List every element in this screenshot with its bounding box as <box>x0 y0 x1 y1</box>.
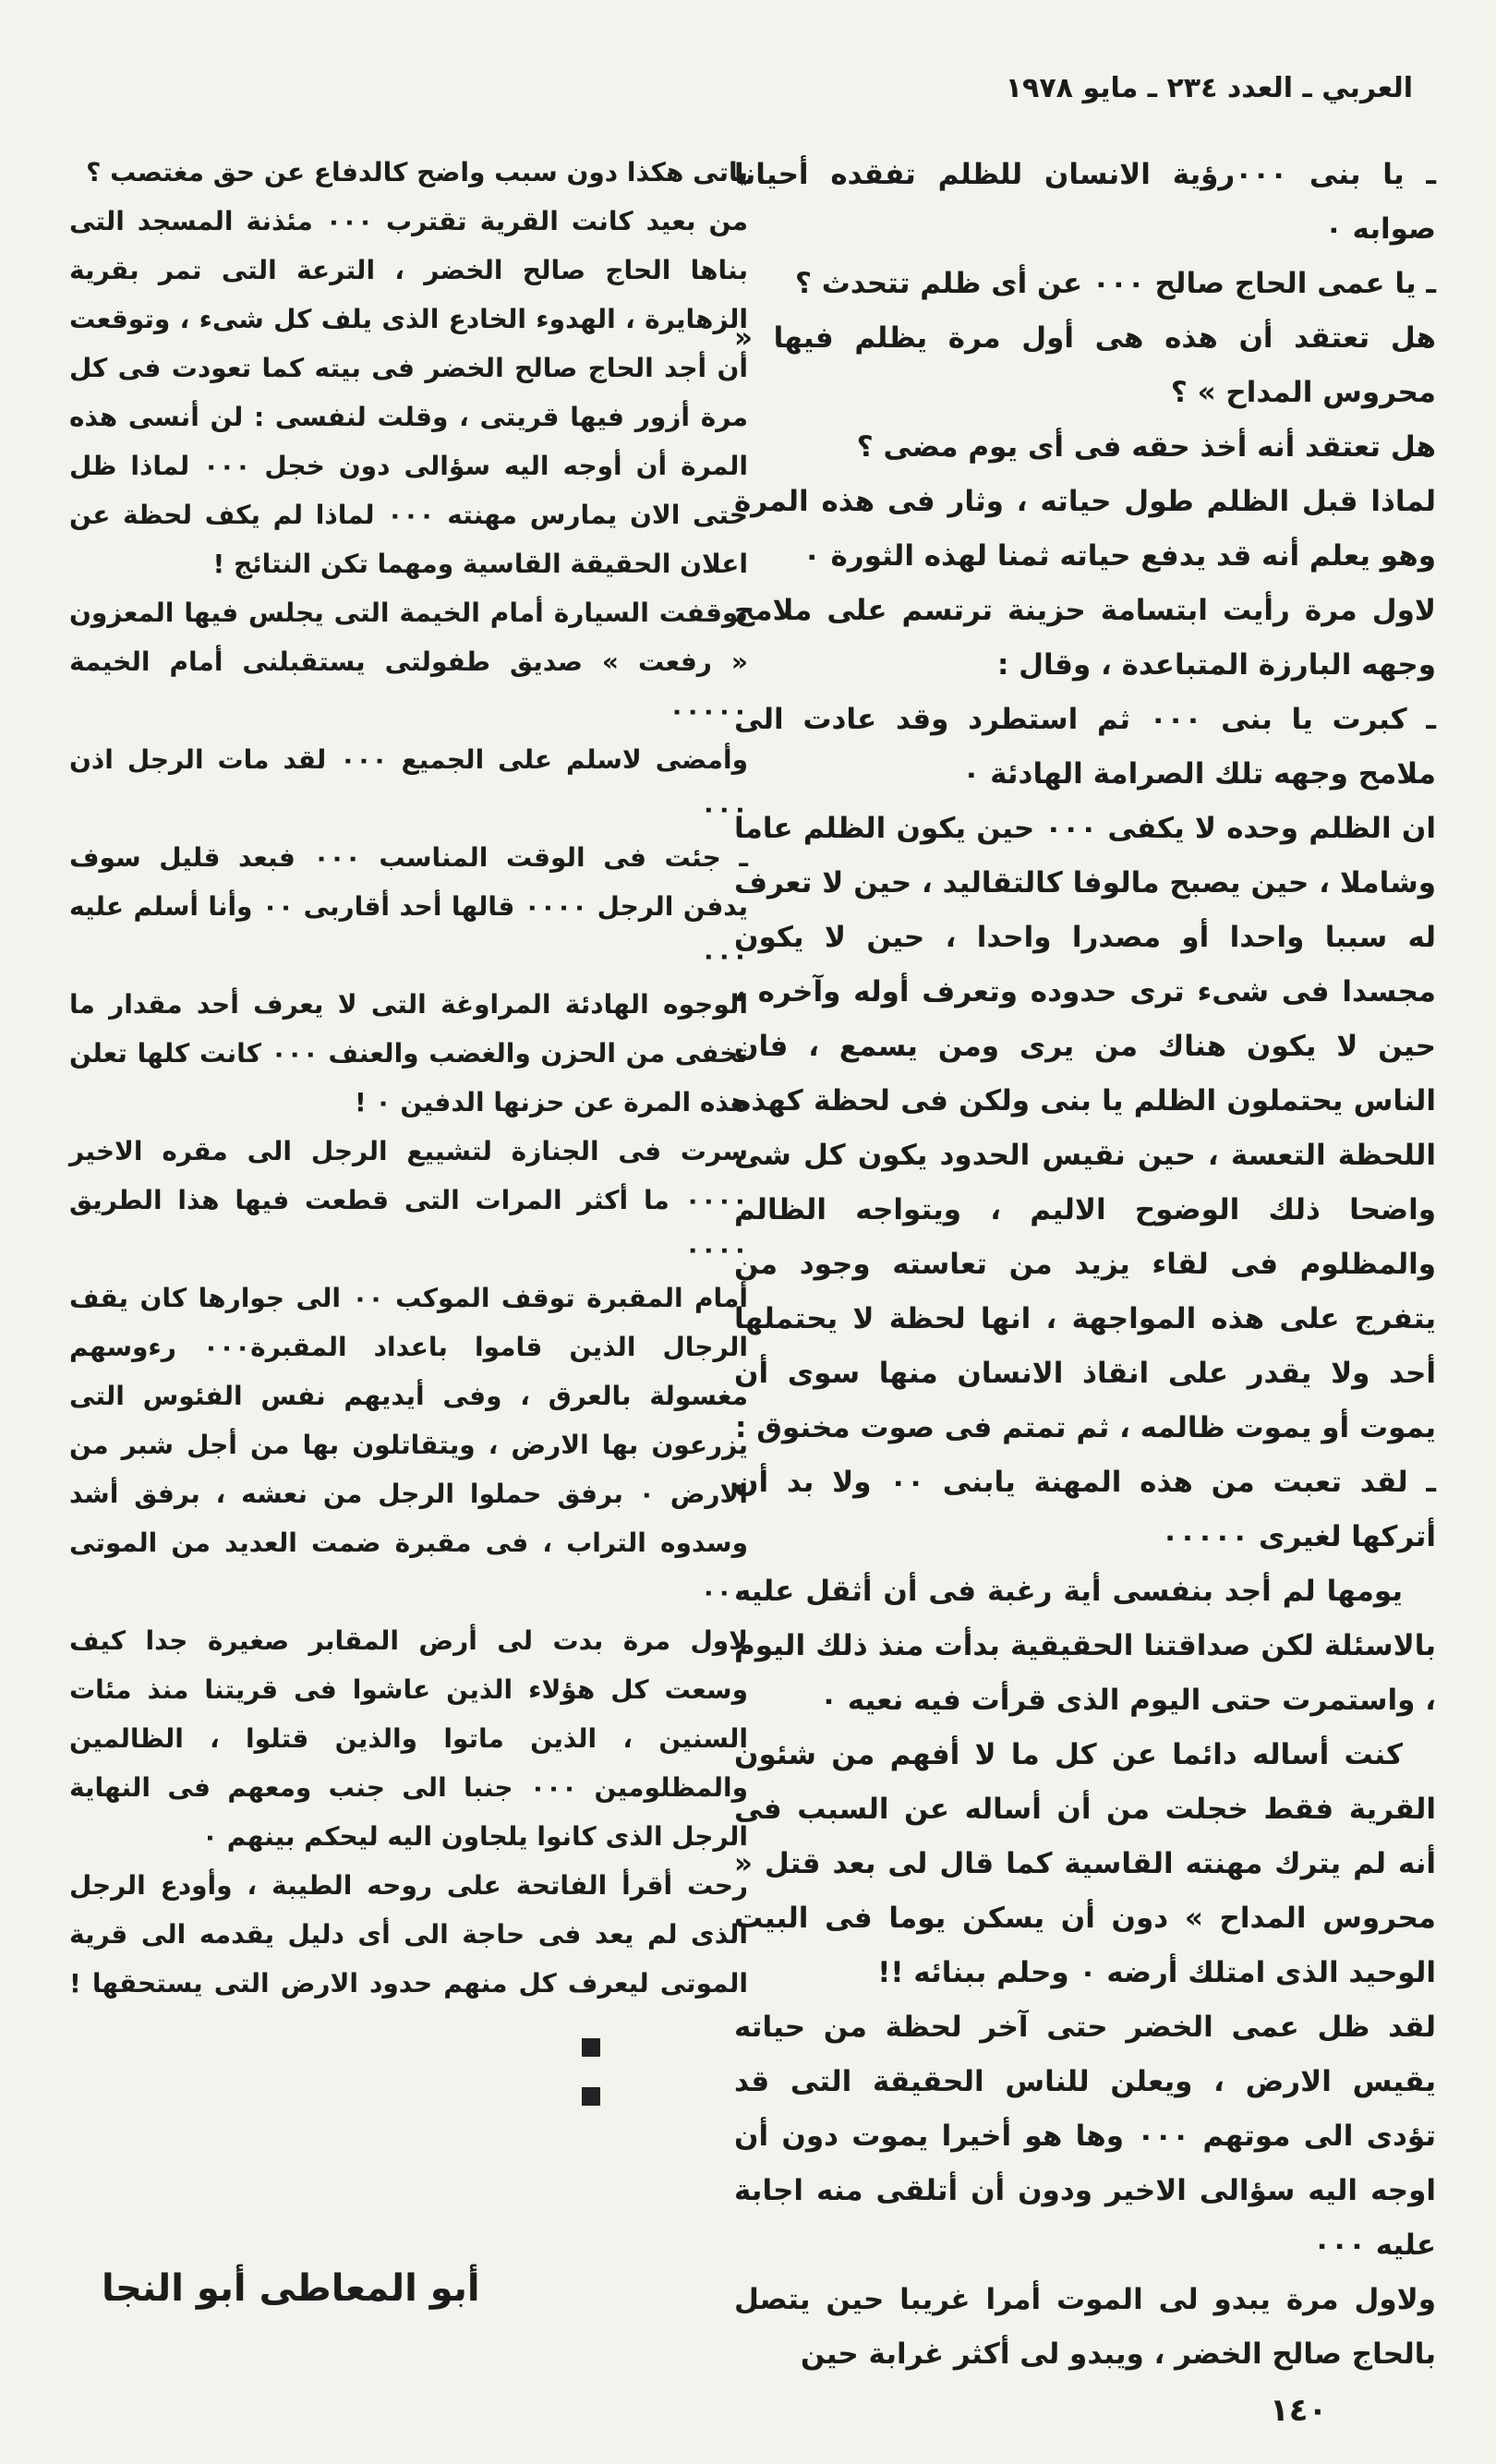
paragraph: ـ كبرت يا بنى ٠٠٠ ثم استطرد وقد عادت الى ملامح وجهه تلك الصرامة الهادئة ٠ <box>734 703 1436 791</box>
paragraph: كنت أساله دائما عن كل ما لا أفهم من شئون القرية فقط خجلت من أن أساله عن السبب فى أنه لم يترك مهنته القاسية كما قال لى بعد قتل « محروس المداح » دون أن يسكن يوما فى البيت الوحيد الذى امتلك أرضه ٠ وحلم ببنائه !! <box>734 1738 1436 1989</box>
end-of-article-mark <box>556 2023 600 2044</box>
paragraph: الوجوه الهادئة المراوغة التى لا يعرف أحد مقدار ما تخفى من الحزن والغضب والعنف ٠٠٠ كانت كلها تعلن هذه المرة عن حزنها الدفين ٠ ! <box>69 989 749 1117</box>
paragraph: يومها لم أجد بنفسى أية رغبة فى أن أثقل عليه بالاسئلة لكن صداقتنا الحقيقية بدأت منذ ذلك اليوم ، واستمرت حتى اليوم الذى قرأت فيه نعيه ٠ <box>734 1575 1436 1717</box>
page-number: ١٤٠ <box>1270 2392 1328 2429</box>
paragraph: سرت فى الجنازة لتشييع الرجل الى مقره الاخير ٠٠٠٠ ما أكثر المرات التى قطعت فيها هذا الطريق ٠٠٠٠ <box>69 1136 748 1264</box>
paragraph: هل تعتقد أنه أخذ حقه فى أى يوم مضى ؟ <box>856 430 1436 464</box>
paragraph: ان الظلم وحده لا يكفى ٠٠٠ حين يكون الظلم عاما وشاملا ، حين يصبح مالوفا كالتقاليد ، حين لا تعرف له سببا واحدا أو مصدرا واحدا ، حين لا يكون مجسدا فى شىء ترى حدوده وتعرف أوله وآخره ، حين لا يكون هناك من يرى ومن يسمع ، فان الناس يحتملون الظلم يا بنى ولكن فى لحظة كهذه اللحظة التعسة ، حين نقيس الحدود يكون كل شى واضحا ذلك الوضوح الاليم ، ويتواجه الظالم والمظلوم فى لقاء يزيد من تعاسته وجود من يتفرج على هذه المواجهة ، انها لحظة لا يحتملها أحد ولا يقدر على انقاذ الانسان منها سوى أن يموت أو يموت ظالمه ، ثم تمتم فى صوت مخنوق : <box>734 812 1436 1444</box>
paragraph: توقفت السيارة أمام الخيمة التى يجلس فيها المعزون « رفعت » صديق طفولتى يستقبلنى أمام الخيمة ٠٠٠٠٠ <box>69 598 748 726</box>
paragraph: ياتى هكذا دون سبب واضح كالدفاع عن حق مغتصب ؟ <box>86 157 748 187</box>
left-column <box>69 148 748 2057</box>
paragraph-text: رحت أقرأ الفاتحة على روحه الطيبة ، وأودع الرجل الذى لم يعد فى حاجة الى أى دليل يقدمه الى قرية الموتى ليعرف كل منهم حدود الارض التى يستحقها ! <box>69 1870 748 1999</box>
paragraph: ـ لقد تعبت من هذه المهنة يابنى ٠٠ ولا بد أن أتركها لغيرى ٠٠٠٠٠ <box>734 1466 1436 1553</box>
paragraph: من بعيد كانت القرية تقترب ٠٠٠ مئذنة المسجد التى بناها الحاج صالح الخضر ، الترعة التى تمر بقرية الزهايرة ، الهدوء الخادع الذى يلف كل شىء ، وتوقعت أن أجد الحاج صالح الخضر فى بيته كما تعودت فى كل مرة أزور فيها قريتى ، وقلت لنفسى : لن أنسى هذه المرة أن أوجه اليه سؤالى دون خجل ٠٠٠ لماذا ظل حتى الان يمارس مهنته ٠٠٠ لماذا لم يكف لحظة عن اعلان الحقيقة القاسية ومهما تكن النتائج ! <box>69 206 748 579</box>
paragraph: ـ جئت فى الوقت المناسب ٠٠٠ فبعد قليل سوف يدفن الرجل ٠٠٠٠ قالها أحد أقاربى ٠٠ وأنا أسلم عليه ٠٠٠ <box>69 842 748 971</box>
paragraph: لماذا قبل الظلم طول حياته ، وثار فى هذه المرة وهو يعلم أنه قد يدفع حياته ثمنا لهذه الثورة ٠ <box>734 485 1436 573</box>
issue-header: العربي ـ العدد ٢٣٤ ـ مايو ١٩٧٨ <box>1005 72 1413 104</box>
right-column <box>734 148 1436 2382</box>
paragraph: ولاول مرة يبدو لى الموت أمرا غريبا حين يتصل بالحاج صالح الخضر ، ويبدو لى أكثر غرابة حين <box>734 2283 1436 2371</box>
paragraph: لاول مرة رأيت ابتسامة حزينة ترتسم على ملامح وجهه البارزة المتباعدة ، وقال : <box>734 594 1436 682</box>
paragraph: هل تعتقد أن هذه هى أول مرة يظلم فيها « محروس المداح » ؟ <box>734 321 1436 409</box>
author-signature: أبو المعاطى أبو النجا <box>102 2267 480 2310</box>
paragraph: أمام المقبرة توقف الموكب ٠٠ الى جوارها كان يقف الرجال الذين قاموا باعداد المقبرة٠٠٠ رءوسهم مغسولة بالعرق ، وفى أيديهم نفس الفئوس التى يزرعون بها الارض ، ويتقاتلون بها من أجل شبر من الارض ٠ برفق حملوا الرجل من نعشه ، برفق أشد وسدوه التراب ، فى مقبرة ضمت العديد من الموتى ٠٠٠ <box>69 1283 748 1607</box>
paragraph: لاول مرة بدت لى أرض المقابر صغيرة جدا كيف وسعت كل هؤلاء الذين عاشوا فى قريتنا منذ مئات السنين ، الذين ماتوا والذين قتلوا ، الظالمين والمظلومين ٠٠٠ جنبا الى جنب ومعهم فى النهاية الرجل الذى كانوا يلجاون اليه ليحكم بينهم ٠ <box>69 1625 748 1852</box>
paragraph: لقد ظل عمى الخضر حتى آخر لحظة من حياته يقيس الارض ، ويعلن للناس الحقيقة التى قد تؤدى الى موتهم ٠٠٠ وها هو أخيرا يموت دون أن اوجه اليه سؤالى الاخير ودون أن أتلقى منه اجابة عليه ٠٠٠ <box>734 2011 1436 2262</box>
paragraph <box>69 1861 748 2057</box>
paragraph: ـ يا بنى ٠٠٠رؤية الانسان للظلم تفقده أحيانا صوابه ٠ <box>734 158 1436 246</box>
paragraph: ـ يا عمى الحاج صالح ٠٠٠ عن أى ظلم تتحدث ؟ <box>794 267 1436 300</box>
paragraph: وأمضى لاسلم على الجميع ٠٠٠ لقد مات الرجل اذن ٠٠٠ <box>69 744 748 824</box>
